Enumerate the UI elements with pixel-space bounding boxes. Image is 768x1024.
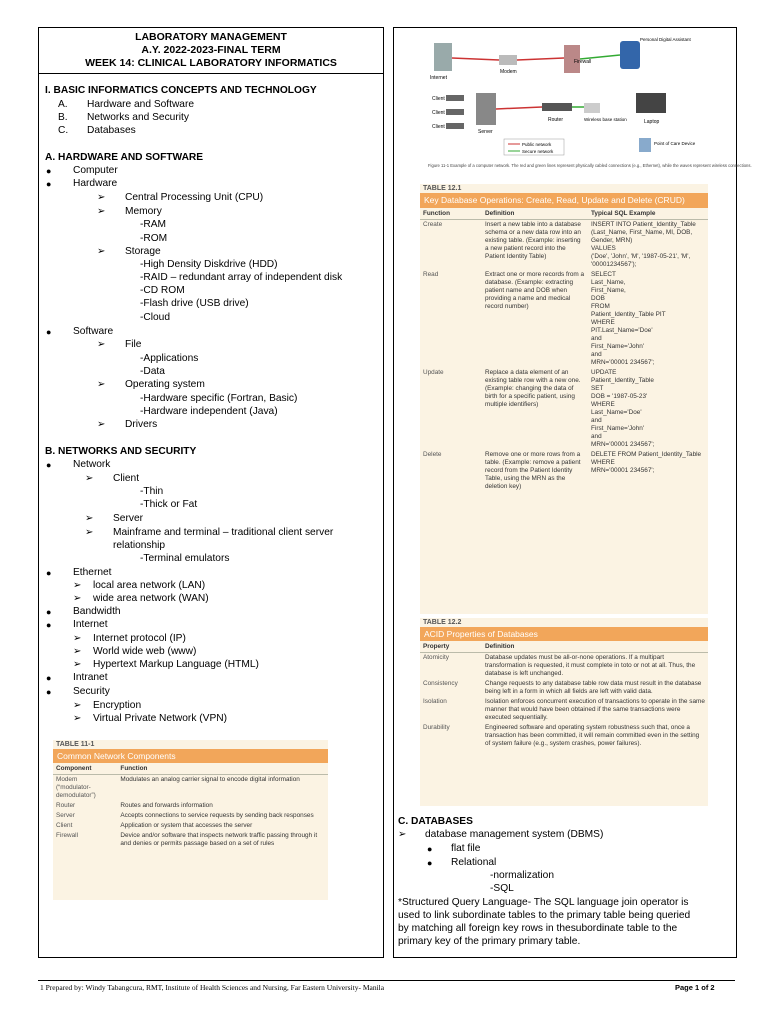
table-cell: SELECT Last_Name, First_Name, DOB FROM Patient_Identity_Table PIT WHERE PIT.Last_Name='Doe' and First_Name='John' and MRN='00001 234567';: [591, 271, 666, 366]
document-header: [39, 28, 383, 70]
table-cell: UPDATE Patient_Identity_Table SET DOB = '1987-05-23' WHERE Last_Name='Doe' and First_Name='John' and MRN='00001 234567';: [591, 369, 655, 448]
column-header: Property: [420, 641, 482, 653]
arrow-bullet-icon: ➢: [73, 593, 82, 604]
footer-divider: [38, 980, 735, 981]
table-label: TABLE 11-1: [53, 740, 328, 749]
table-cell: INSERT INTO Patient_Identity_Table (Last_Name, First_Name, MI, DOB, Gender, MRN) VALUES ('Doe', 'John', 'M', '1987-05-21', 'M', '00001234567');: [591, 221, 696, 268]
table-body: [420, 208, 708, 492]
diagram-label: Internet: [430, 75, 447, 81]
arrow-bullet-icon: ➢: [85, 527, 94, 538]
item-hw-independent: -Hardware independent (Java): [140, 406, 278, 417]
item-thick: -Thick or Fat: [140, 499, 198, 510]
table-cell: Change requests to any database table row data must result in the database being left in a form in which all fields are left with valid data.: [485, 680, 702, 695]
item-html: Hypertext Markup Language (HTML): [93, 659, 259, 670]
table-12-1: [420, 184, 708, 614]
bullet-icon: ●: [46, 166, 52, 176]
item-cpu: Central Processing Unit (CPU): [125, 192, 264, 203]
table-cell: Read: [423, 271, 439, 278]
table-cell: Create: [423, 221, 443, 228]
table-cell: Delete: [423, 451, 442, 458]
table-label: TABLE 12.1: [420, 184, 708, 193]
arrow-bullet-icon: ➢: [73, 700, 82, 711]
item-data: -Data: [140, 366, 165, 377]
item-sql: -SQL: [490, 883, 514, 894]
table-cell: Consistency: [423, 680, 458, 687]
section-c-title: C. DATABASES: [398, 816, 473, 827]
diagram-label: Firewall: [574, 59, 592, 65]
section-b-title: B. NETWORKS AND SECURITY: [45, 446, 197, 457]
sql-paragraph-1: *Structured Query Language- The SQL language join operator is: [398, 897, 689, 908]
arrow-bullet-icon: ➢: [73, 580, 82, 591]
table-cell: Engineered software and operating system robustness such that, once a transaction has been committed, it will remain committed even in the setting of system failure (e.g., system crashes, power failures).: [485, 724, 700, 747]
item-network: Network: [73, 459, 111, 470]
diagram-label: Router: [548, 117, 564, 123]
table-cell: Database updates must be all-or-none operations. If a multipart transformation is requested, it must complete in toto or not at all. Thus, the database is left unchanged.: [485, 654, 696, 677]
arrow-bullet-icon: ➢: [97, 339, 106, 350]
client-icon: [446, 109, 464, 115]
bullet-icon: ●: [46, 607, 52, 617]
table-label: TABLE 12.2: [420, 618, 708, 627]
laptop-icon: [636, 93, 666, 113]
table-row: [420, 368, 708, 450]
legend-label: Secure network: [522, 149, 554, 154]
table-cell: Client: [56, 822, 73, 829]
sql-paragraph-4: primary key of the primary primary table.: [398, 936, 581, 947]
header-line-2: A.Y. 2022-2023-FINAL TERM: [141, 44, 281, 56]
table-row: [53, 811, 328, 821]
bullet-icon: ●: [46, 327, 52, 337]
arrow-bullet-icon: ➢: [97, 379, 106, 390]
table-cell: Firewall: [56, 832, 79, 839]
item-internet: Internet: [73, 619, 108, 630]
page-number: Page 1 of 2: [675, 983, 715, 992]
table-cell: Durability: [423, 724, 450, 731]
item-drivers: Drivers: [125, 419, 158, 430]
arrow-bullet-icon: ➢: [398, 829, 407, 840]
table-cell: Modem (“modulator-demodulator”): [56, 776, 96, 799]
table-cell: Remove one or more rows from a table. (Example: remove a patient record from the Patient Identity Table, using the MRN as the deletion key): [485, 451, 581, 490]
bullet-icon: ●: [46, 687, 52, 697]
arrow-bullet-icon: ➢: [73, 633, 82, 644]
bullet-icon: ●: [46, 460, 52, 470]
arrow-bullet-icon: ➢: [97, 206, 106, 217]
outline-item-c: Databases: [87, 125, 136, 136]
item-cloud: -Cloud: [140, 312, 171, 323]
bullet-icon: ●: [46, 673, 52, 683]
router-icon: [542, 103, 572, 111]
item-www: World wide web (www): [93, 646, 197, 657]
table-row: [420, 723, 708, 749]
item-terminal: -Terminal emulators: [140, 553, 230, 564]
item-file: File: [125, 339, 142, 350]
table-row: [53, 821, 328, 831]
item-bandwidth: Bandwidth: [73, 606, 121, 617]
arrow-bullet-icon: ➢: [85, 513, 94, 524]
item-relational: Relational: [451, 857, 497, 868]
diagram-label: Point of Care Device: [654, 141, 696, 146]
bullet-icon: ●: [427, 844, 433, 854]
sql-paragraph-3: by matching all foreign key rows in thesubordinate table to the: [398, 923, 678, 934]
table-row: [420, 697, 708, 723]
table-cell: Isolation enforces concurrent execution of transactions to operate in the same manner that would have been obtained if the same transactions were executed sequentially.: [485, 698, 705, 721]
item-ram: -RAM: [140, 219, 167, 230]
bullet-icon: ●: [46, 620, 52, 630]
table-row: [420, 450, 708, 492]
table-cell: Atomicity: [423, 654, 449, 661]
diagram-label: Client: [432, 110, 445, 116]
item-lan: local area network (LAN): [93, 580, 206, 591]
item-computer: Computer: [73, 165, 118, 176]
arrow-bullet-icon: ➢: [73, 646, 82, 657]
table-row: [53, 775, 328, 802]
item-flash: -Flash drive (USB drive): [140, 298, 249, 309]
item-memory: Memory: [125, 206, 162, 217]
sql-paragraph-2: used to link subordinate tables to the primary table being queried: [398, 910, 691, 921]
table-cell: Isolation: [423, 698, 447, 705]
outline-marker-a: A.: [58, 99, 68, 110]
table-cell: Application or system that accesses the server: [120, 822, 253, 829]
arrow-bullet-icon: ➢: [85, 473, 94, 484]
table-body: [53, 763, 328, 849]
table-title: Common Network Components: [53, 749, 328, 763]
network-figure: [424, 33, 752, 173]
section-a-title: A. HARDWARE AND SOFTWARE: [45, 152, 204, 163]
item-raid: -RAID – redundant array of independent disk: [140, 272, 343, 283]
item-client: Client: [113, 473, 140, 484]
client-icon: [446, 95, 464, 101]
item-mainframe-cont: relationship: [113, 540, 166, 551]
table-row: [420, 220, 708, 271]
item-rom: -ROM: [140, 233, 168, 244]
diagram-label: Laptop: [644, 119, 660, 125]
wireless-station-icon: [584, 103, 600, 113]
table-cell: Replace a data element of an existing table row with a new one. (Example: changing the data of birth for a specific patient, using multiple identifiers): [485, 369, 581, 408]
table-cell: Modulates an analog carrier signal to encode digital information: [120, 776, 300, 783]
item-dbms: database management system (DBMS): [425, 829, 604, 840]
column-header: Function: [117, 763, 328, 775]
diagram-label: Client: [432, 124, 445, 130]
item-ethernet: Ethernet: [73, 567, 112, 578]
item-normalization: -normalization: [490, 870, 554, 881]
item-hdd: -High Density Diskdrive (HDD): [140, 259, 278, 270]
table-row: [420, 270, 708, 368]
header-line-1: LABORATORY MANAGEMENT: [135, 31, 287, 43]
item-storage: Storage: [125, 246, 161, 257]
table-row: [420, 679, 708, 697]
table-cell: Insert a new table into a database schema or a new data row into an existing table. (Example: inserting a new patient record into the Patient Identity Table): [485, 221, 581, 260]
column-header: Typical SQL Example: [588, 208, 708, 220]
table-row: [420, 653, 708, 680]
table-cell: Extract one or more records from a database. (Example: extracting patient name and DOB when providing a name and medical record number): [485, 271, 585, 310]
table-row: [53, 831, 328, 849]
item-wan: wide area network (WAN): [93, 593, 209, 604]
pda-icon: [620, 41, 640, 69]
bullet-icon: ●: [46, 568, 52, 578]
table-title: ACID Properties of Databases: [420, 627, 708, 641]
table-cell: Device and/or software that inspects network traffic passing through it and denies or permits passage based on a set of rules: [120, 832, 318, 847]
item-mainframe: Mainframe and terminal – traditional client server: [113, 527, 334, 538]
diagram-label: Modem: [500, 69, 517, 75]
column-header: Definition: [482, 208, 588, 220]
arrow-bullet-icon: ➢: [97, 246, 106, 257]
outline-marker-c: C.: [58, 125, 69, 136]
table-body: [420, 641, 708, 749]
diagram-label: Personal Digital Assistant: [640, 37, 691, 42]
server-icon: [476, 93, 496, 125]
table-cell: Server: [56, 812, 75, 819]
bullet-icon: ●: [46, 179, 52, 189]
table-row: [53, 801, 328, 811]
point-of-care-icon: [639, 138, 651, 152]
item-security: Security: [73, 686, 110, 697]
diagram-label: Wireless base station: [584, 117, 627, 122]
column-header: Definition: [482, 641, 708, 653]
item-thin: -Thin: [140, 486, 164, 497]
item-intranet: Intranet: [73, 672, 108, 683]
header-divider: [39, 73, 383, 74]
header-line-3: WEEK 14: CLINICAL LABORATORY INFORMATICS: [85, 57, 337, 69]
table-cell: Accepts connections to service requests by sending back responses: [120, 812, 314, 819]
column-header: Component: [53, 763, 117, 775]
network-diagram: [424, 33, 752, 173]
item-vpn: Virtual Private Network (VPN): [93, 713, 227, 724]
arrow-bullet-icon: ➢: [97, 192, 106, 203]
arrow-bullet-icon: ➢: [73, 659, 82, 670]
modem-icon: [499, 55, 517, 65]
arrow-bullet-icon: ➢: [73, 713, 82, 724]
item-os: Operating system: [125, 379, 205, 390]
table-title: Key Database Operations: Create, Read, Update and Delete (CRUD): [420, 193, 708, 208]
item-server: Server: [113, 513, 144, 524]
outline-item-a: Hardware and Software: [87, 99, 195, 110]
item-cdrom: -CD ROM: [140, 285, 185, 296]
figure-caption: Figure 11-1 Example of a computer network. The red and green lines represent physically cabled connections (e.g., Ethernet), while the waves represent wireless connections.: [428, 163, 752, 168]
client-icon: [446, 123, 464, 129]
table-cell: Router: [56, 802, 76, 809]
item-ip: Internet protocol (IP): [93, 633, 186, 644]
item-hardware: Hardware: [73, 178, 118, 189]
diagram-label: Server: [478, 129, 493, 135]
item-flat-file: flat file: [451, 843, 481, 854]
footer-note: 1 Prepared by: Windy Tabangcura, RMT, Institute of Health Sciences and Nursing, Far Eastern University- Manila: [40, 983, 385, 992]
item-hw-specific: -Hardware specific (Fortran, Basic): [140, 393, 298, 404]
table-cell: Update: [423, 369, 444, 376]
table-12-2: [420, 618, 708, 806]
arrow-bullet-icon: ➢: [97, 419, 106, 430]
item-encryption: Encryption: [93, 700, 142, 711]
diagram-label: Client: [432, 96, 445, 102]
outline-item-b: Networks and Security: [87, 112, 189, 123]
item-applications: -Applications: [140, 353, 199, 364]
column-header: Function: [420, 208, 482, 220]
server-tower-icon: [434, 43, 452, 71]
table-11-1: [53, 740, 328, 900]
item-software: Software: [73, 326, 114, 337]
table-cell: Routes and forwards information: [120, 802, 213, 809]
legend-label: Public network: [522, 142, 552, 147]
bullet-icon: ●: [427, 858, 433, 868]
section-i-title: I. BASIC INFORMATICS CONCEPTS AND TECHNOLOGY: [45, 85, 317, 96]
table-cell: DELETE FROM Patient_Identity_Table WHERE MRN='00001 234567';: [591, 451, 702, 474]
outline-marker-b: B.: [58, 112, 68, 123]
